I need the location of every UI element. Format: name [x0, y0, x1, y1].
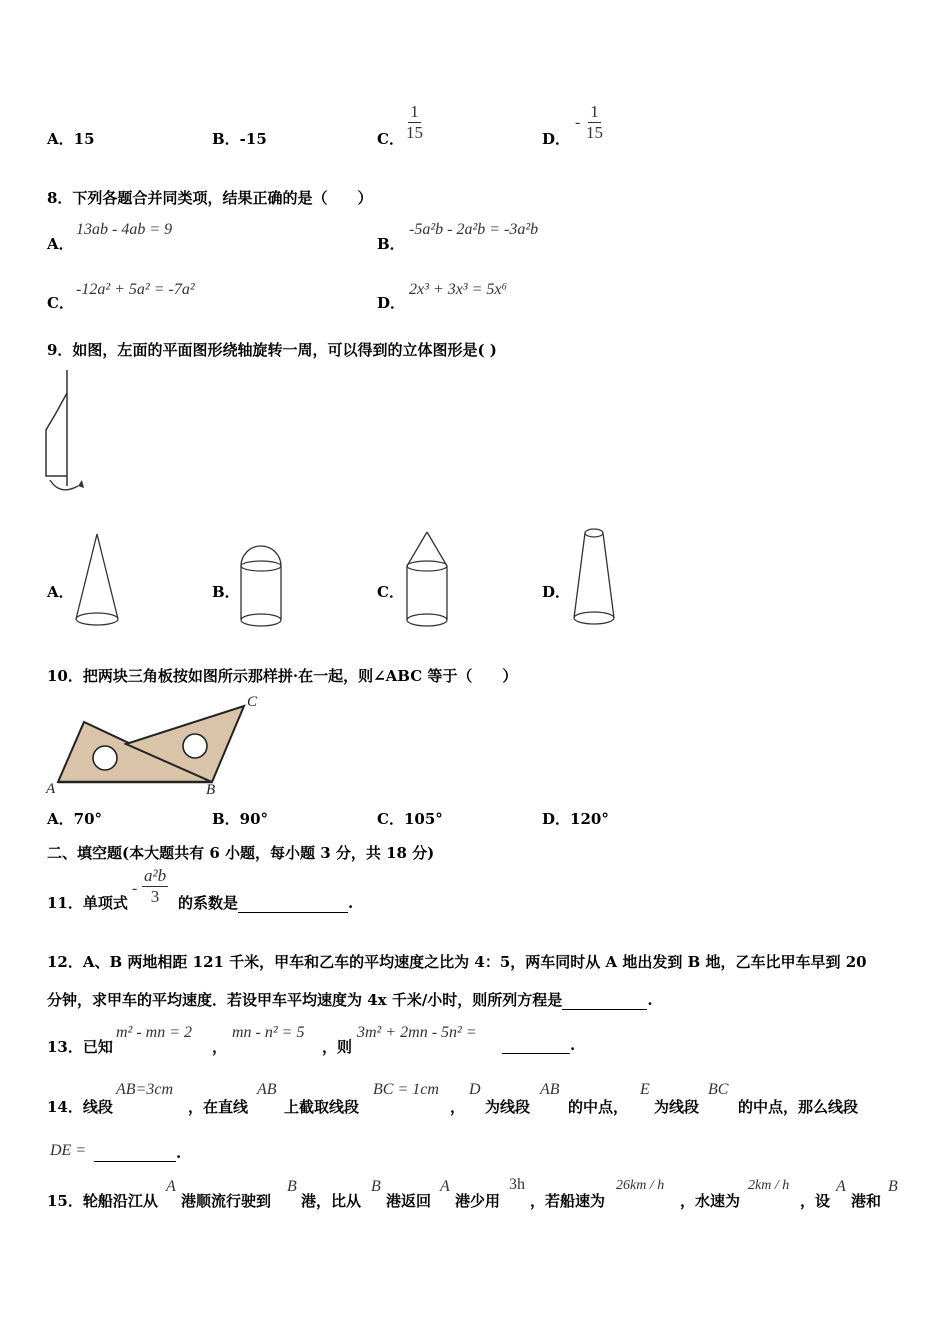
q7-option-a: A．15	[47, 130, 95, 148]
q8-option-b-expr: -5a²b - 2a²b = -3a²b	[409, 221, 539, 238]
q14-p3: 上截取线段	[284, 1098, 360, 1116]
q10-triangle-boards-figure	[44, 692, 264, 798]
q11-fraction: $\frac{\text{a²b}}{3}$	[144, 866, 167, 906]
q15-m2: B	[287, 1178, 297, 1195]
q14-m7: BC	[708, 1081, 729, 1098]
q14-p1: 14．线段	[47, 1098, 113, 1116]
q9-option-c-label: C．	[377, 583, 404, 601]
q10-stem: 10．把两块三角板按如图所示那样拼·在一起，则∠ABC 等于（ ）	[47, 667, 518, 685]
q12-end: .	[647, 991, 653, 1009]
q13-end: .	[570, 1036, 576, 1054]
q7-option-d-sign: -	[575, 114, 581, 131]
q9-option-b-label: B．	[212, 583, 240, 601]
q14-p2: ，在直线	[188, 1098, 249, 1116]
q14-p5: 为线段	[485, 1098, 531, 1116]
q8-option-d-label: D．	[377, 294, 406, 312]
q14-p8: 的中点，那么线段	[738, 1098, 859, 1116]
q15-m6: 26km / h	[616, 1178, 665, 1193]
q13-answer-blank[interactable]	[502, 1037, 570, 1054]
q13-expr1: m² - mn = 2	[116, 1024, 193, 1041]
q8-option-c-label: C．	[47, 294, 74, 312]
q14-m2: AB	[257, 1081, 277, 1098]
q9-cone-figure	[72, 532, 122, 628]
q14-m3: BC = 1cm	[373, 1081, 439, 1098]
q14-m4: D	[469, 1081, 481, 1098]
q8-option-b-label: B．	[377, 235, 405, 253]
q9-rotation-figure	[40, 368, 90, 498]
q15-m4: A	[440, 1178, 450, 1195]
q8-option-c-expr: -12a² + 5a² = -7a²	[76, 281, 195, 298]
q14-answer-blank[interactable]	[94, 1145, 176, 1162]
q15-m3: B	[371, 1178, 381, 1195]
label-c: C	[247, 694, 258, 710]
q10-option-b: B．90°	[212, 810, 269, 828]
q7-option-c-label: C．	[377, 130, 404, 148]
q11-prefix: 11．单项式	[47, 894, 128, 912]
q15-m7: 2km / h	[748, 1178, 790, 1193]
q9-hemisphere-cylinder-figure	[236, 536, 286, 630]
q14-p4: ，	[450, 1098, 466, 1116]
q10-option-a: A．70°	[47, 810, 103, 828]
q11-end: .	[348, 894, 354, 912]
q12-line1: 12．A、B 两地相距 121 千米，甲车和乙车的平均速度之比为 4：5，两车同时从 A 地出发到 B 地，乙车比甲车早到 20	[47, 953, 867, 971]
q12-answer-blank[interactable]	[562, 993, 647, 1010]
q9-frustum-figure	[568, 526, 620, 630]
q15-m1: A	[166, 1178, 176, 1195]
q13-expr2: mn - n² = 5	[232, 1024, 305, 1041]
q14-p7: 为线段	[654, 1098, 700, 1116]
q13-prefix: 13．已知	[47, 1038, 113, 1056]
q7-option-c-fraction: $\frac{1}{15}$	[406, 102, 423, 142]
q15-p3: 港，比从	[301, 1192, 362, 1210]
q9-stem: 9．如图，左面的平面图形绕轴旋转一周，可以得到的立体图形是( )	[47, 341, 497, 359]
q15-p2: 港顺流行驶到	[181, 1192, 272, 1210]
q15-m5: 3h	[509, 1176, 525, 1193]
q8-option-a-expr: 13ab - 4ab = 9	[76, 221, 173, 238]
q15-p7: ，水速为	[680, 1192, 741, 1210]
q11-sign: -	[132, 880, 138, 897]
q11-answer-blank[interactable]	[238, 896, 348, 913]
q15-m8: A	[836, 1178, 846, 1195]
q9-option-d-label: D．	[542, 583, 571, 601]
q8-stem: 8．下列各题合并同类项，结果正确的是（ ）	[47, 189, 373, 207]
q15-p6: ，若船速为	[530, 1192, 606, 1210]
q7-option-b: B．-15	[212, 130, 267, 148]
q12-line2: 分钟，求甲车的平均速度．若设甲车平均速度为 4x 千米/小时，则所列方程是	[47, 991, 563, 1009]
q14-m1: AB=3cm	[116, 1081, 173, 1098]
section-title: 二、填空题(本大题共有 6 小题，每小题 3 分，共 18 分)	[47, 844, 435, 862]
label-a: A	[46, 781, 56, 797]
q7-option-d-label: D．	[542, 130, 571, 148]
q15-p9: 港和	[851, 1192, 882, 1210]
q13-expr3: 3m² + 2mn - 5n² =	[357, 1024, 477, 1041]
q10-option-c: C．105°	[377, 810, 443, 828]
q9-option-a-label: A．	[47, 583, 74, 601]
q15-p5: 港少用	[455, 1192, 501, 1210]
q7-option-d-fraction: $\frac{1}{15}$	[586, 102, 603, 142]
q13-mid: ，则	[322, 1038, 353, 1056]
q15-p8: ，设	[800, 1192, 831, 1210]
q15-p1: 15．轮船沿江从	[47, 1192, 158, 1210]
q10-option-d: D．120°	[542, 810, 609, 828]
q11-suffix: 的系数是	[178, 894, 239, 912]
q8-option-a-label: A．	[47, 235, 74, 253]
q14-end: .	[176, 1144, 182, 1162]
q14-m6: E	[640, 1081, 650, 1098]
q14-p6: 的中点，	[568, 1098, 629, 1116]
q13-comma: ，	[212, 1038, 228, 1056]
q14-m5: AB	[540, 1081, 560, 1098]
q15-m9: B	[888, 1178, 898, 1195]
q9-cone-cylinder-figure	[402, 530, 452, 630]
q8-option-d-expr: 2x³ + 3x³ = 5x⁶	[409, 281, 508, 298]
label-b: B	[206, 782, 216, 798]
q14-m8: DE =	[50, 1142, 87, 1159]
q15-p4: 港返回	[386, 1192, 432, 1210]
